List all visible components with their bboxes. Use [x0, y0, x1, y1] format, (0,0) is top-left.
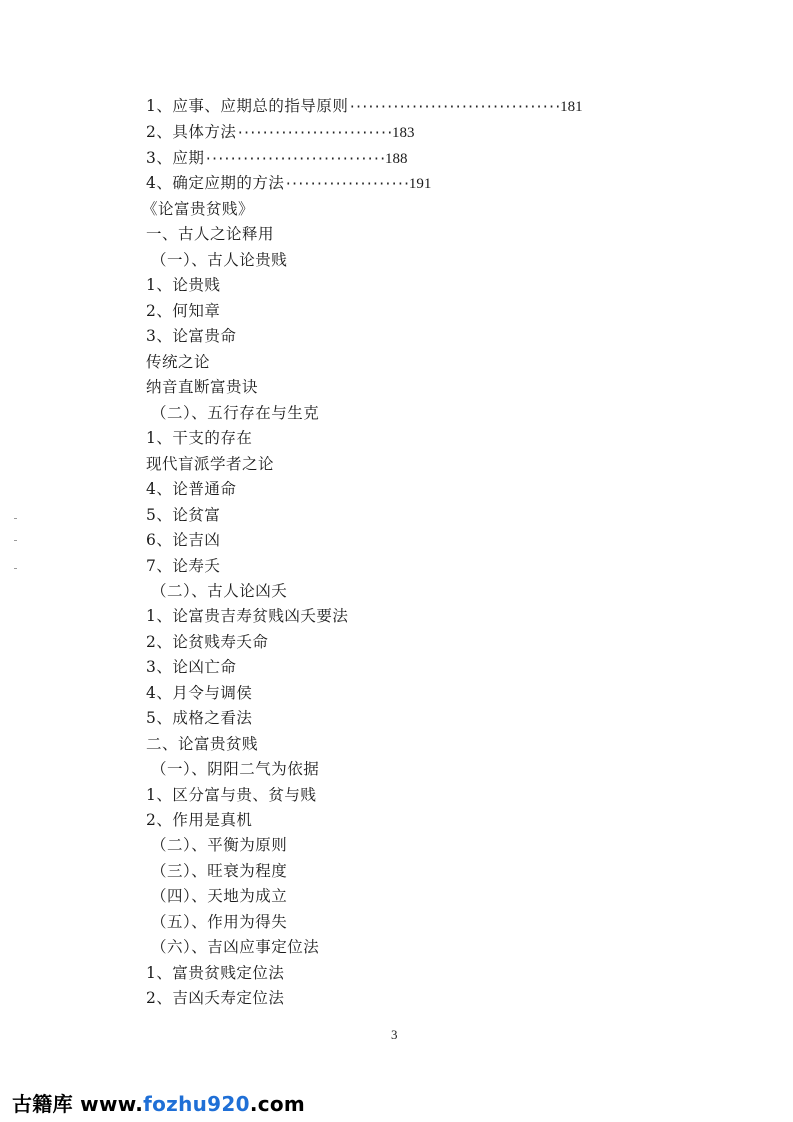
- outline-item: 5、论贫富: [146, 506, 221, 524]
- scan-speck: [14, 568, 17, 569]
- toc-leader: ····················: [284, 177, 409, 192]
- outline-item: 6、论吉凶: [146, 531, 221, 549]
- toc-entry-text: 1、应事、应期总的指导原则: [146, 97, 349, 115]
- toc-leader: ·························: [236, 126, 393, 141]
- outline-item: 4、月令与调侯: [146, 684, 253, 702]
- outline-subheading: （六）、吉凶应事定位法: [151, 938, 320, 956]
- outline-item: 3、论富贵命: [146, 327, 237, 345]
- outline-item: 现代盲派学者之论: [146, 455, 275, 473]
- outline-item: 7、论寿夭: [146, 557, 221, 575]
- toc-leader: ·····························: [204, 152, 385, 167]
- toc-entry-text: 2、具体方法: [146, 123, 237, 141]
- outline-subheading: （二）、古人论凶夭: [151, 582, 288, 600]
- outline-subheading: （二）、平衡为原则: [151, 836, 288, 854]
- scan-speck: [14, 540, 17, 541]
- outline-item: 2、作用是真机: [146, 811, 253, 829]
- watermark-domain: fozhu920: [143, 1092, 250, 1116]
- outline-item: 2、何知章: [146, 302, 221, 320]
- toc-entry-text: 3、应期: [146, 149, 205, 167]
- toc-leader: ··································: [348, 100, 561, 115]
- outline-item: 1、富贵贫贱定位法: [146, 964, 285, 982]
- watermark-prefix: 古籍库 www.: [12, 1092, 144, 1116]
- outline-subheading: （四）、天地为成立: [151, 887, 288, 905]
- outline-item: 3、论凶亡命: [146, 658, 237, 676]
- outline-item: 1、干支的存在: [146, 429, 253, 447]
- toc-page-number: 183: [392, 125, 415, 141]
- toc-entry: [146, 173, 431, 195]
- outline-heading: 一、古人之论释用: [146, 225, 275, 243]
- scan-speck: [14, 518, 17, 519]
- outline-subheading: （三）、旺衰为程度: [151, 862, 288, 880]
- outline-subheading: （一）、阴阳二气为依据: [151, 760, 320, 778]
- toc-page-number: 181: [560, 99, 583, 115]
- outline-item: 2、吉凶夭寿定位法: [146, 989, 285, 1007]
- outline-item: 5、成格之看法: [146, 709, 253, 727]
- outline-item: 4、论普通命: [146, 480, 237, 498]
- toc-entry-text: 4、确定应期的方法: [146, 174, 285, 192]
- toc-page-number: 188: [384, 151, 408, 167]
- site-watermark: [12, 1088, 305, 1117]
- outline-item: 2、论贫贱寿夭命: [146, 633, 269, 651]
- toc-entry: [146, 148, 407, 170]
- outline-item: 传统之论: [146, 353, 211, 371]
- toc-entry: [146, 96, 583, 118]
- outline-item: 纳音直断富贵诀: [146, 378, 259, 396]
- watermark-suffix: .com: [249, 1092, 306, 1116]
- outline-heading: 二、论富贵贫贱: [146, 735, 259, 753]
- outline-item: 1、论富贵吉寿贫贱凶夭要法: [146, 607, 349, 625]
- toc-page-number: 191: [408, 176, 432, 192]
- page-number: 3: [391, 1027, 398, 1042]
- toc-entry: [146, 122, 415, 144]
- section-title: 《论富贵贫贱》: [142, 200, 255, 218]
- outline-subheading: （一）、古人论贵贱: [151, 251, 288, 269]
- outline-subheading: （二）、五行存在与生克: [151, 404, 320, 422]
- outline-item: 1、区分富与贵、贫与贱: [146, 786, 317, 804]
- outline-item: 1、论贵贱: [146, 276, 221, 294]
- outline-subheading: （五）、作用为得失: [151, 913, 288, 931]
